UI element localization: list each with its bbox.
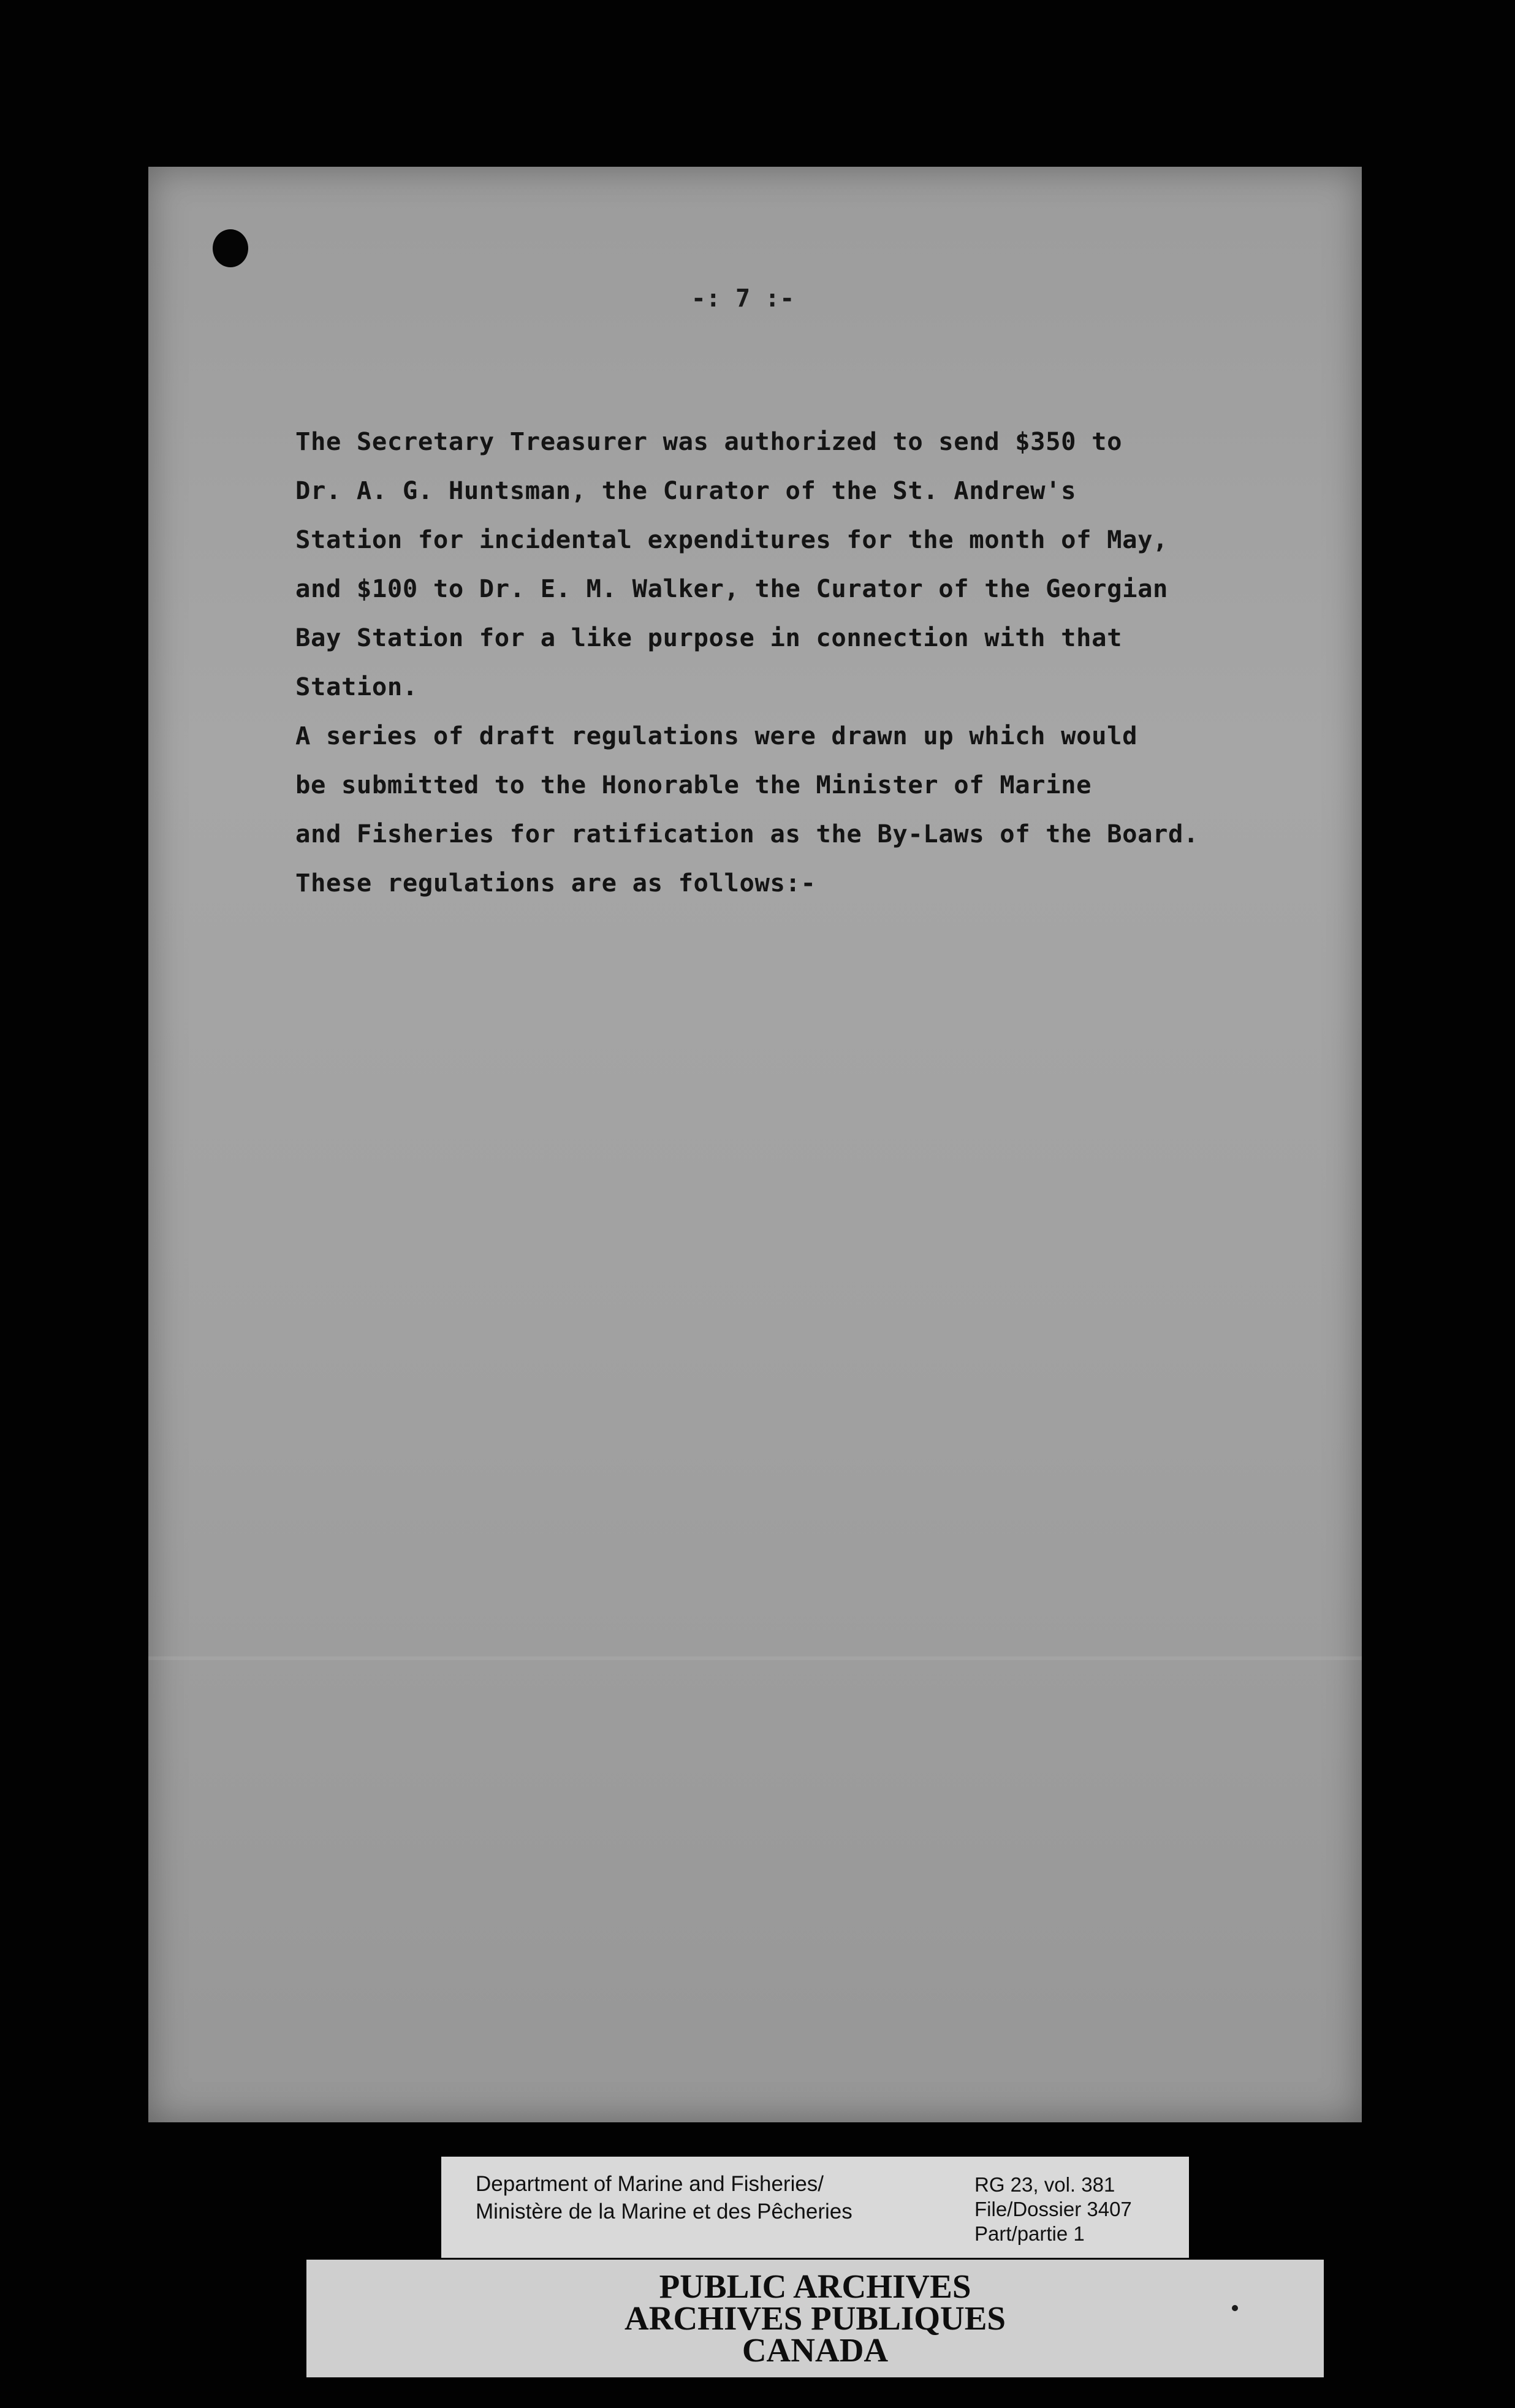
body-line: Station. bbox=[295, 672, 418, 701]
stamp-line-1: PUBLIC ARCHIVES bbox=[659, 2268, 971, 2305]
body-line: These regulations are as follows:- bbox=[295, 868, 816, 897]
department-line-fr: Ministère de la Marine et des Pêcheries bbox=[476, 2200, 852, 2223]
part-number: Part/partie 1 bbox=[974, 2222, 1085, 2245]
archive-reference-label bbox=[441, 2157, 1189, 2258]
body-line: be submitted to the Honorable the Minister of Marine bbox=[295, 770, 1092, 799]
body-line: A series of draft regulations were drawn up which would bbox=[295, 721, 1138, 750]
document-page bbox=[148, 167, 1362, 2122]
archive-stamp-text bbox=[306, 2268, 1324, 2369]
record-group: RG 23, vol. 381 bbox=[974, 2173, 1115, 2196]
stamp-line-2: ARCHIVES PUBLIQUES bbox=[625, 2299, 1006, 2337]
film-speck bbox=[1232, 2305, 1238, 2311]
file-number: File/Dossier 3407 bbox=[974, 2198, 1132, 2220]
body-line: Station for incidental expenditures for the month of May, bbox=[295, 525, 1169, 554]
archive-stamp bbox=[306, 2260, 1324, 2377]
punch-hole bbox=[213, 229, 248, 267]
body-line: and $100 to Dr. E. M. Walker, the Curator of the Georgian bbox=[295, 574, 1169, 603]
record-reference bbox=[974, 2173, 1132, 2246]
body-line: The Secretary Treasurer was authorized to send $350 to bbox=[295, 427, 1123, 456]
stamp-line-3: CANADA bbox=[742, 2331, 889, 2369]
page-number: -: 7 :- bbox=[691, 284, 795, 313]
body-text bbox=[295, 417, 1337, 907]
department-line-en: Department of Marine and Fisheries/ bbox=[476, 2172, 824, 2196]
body-line: Dr. A. G. Huntsman, the Curator of the St. Andrew's bbox=[295, 476, 1077, 505]
body-line: and Fisheries for ratification as the By-Laws of the Board. bbox=[295, 819, 1199, 848]
body-line: Bay Station for a like purpose in connection with that bbox=[295, 623, 1123, 652]
department-name bbox=[476, 2170, 852, 2225]
